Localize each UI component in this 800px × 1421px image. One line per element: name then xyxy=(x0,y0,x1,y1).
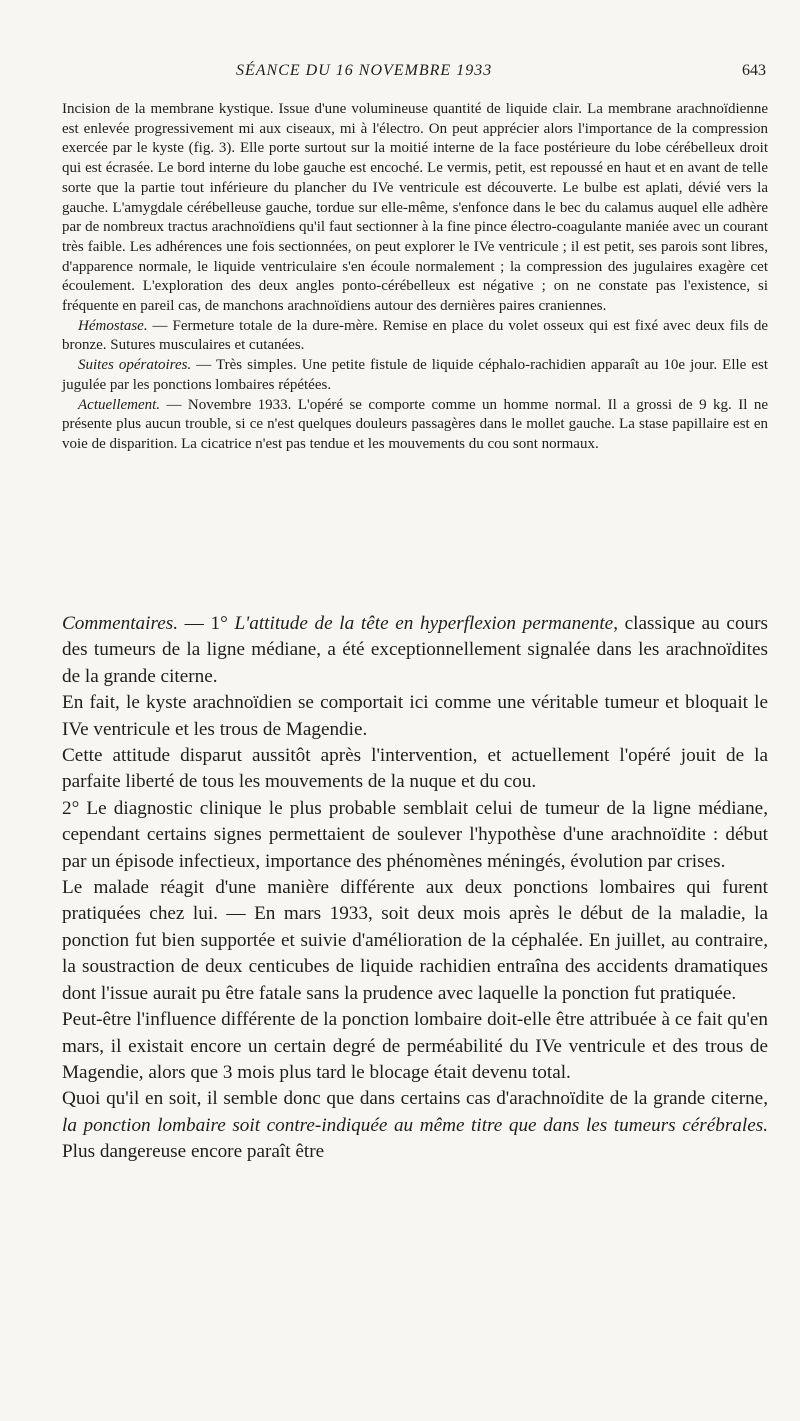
commentary-paragraph-5: Le malade réagit d'une manière différente aux deux ponctions lombaires qui furent pratiquées chez lui. — En mars 1933, soit deux mois après le début de la maladie, la ponction fut bien supportée et suivie d'amélioration de la céphalée. En juillet, au contraire, la soustraction de deux centicubes de liquide rachidien entraîna des accidents dramatiques dont l'issue aurait pu être fatale sans la prudence avec laquelle la ponction fut pratiquée. xyxy=(62,877,768,1004)
commentary-label: Commentaires. xyxy=(62,613,179,634)
hemostase-paragraph xyxy=(62,317,768,356)
point1-rest: , classique au cours des tumeurs de la ligne médiane, a été exceptionnellement signalée dans les arachnoïdites de la grande citerne. xyxy=(62,613,768,687)
commentary-paragraph-7 xyxy=(62,1086,768,1165)
commentary-paragraph-3: Cette attitude disparut aussitôt après l'intervention, et actuellement l'opéré jouit de la parfaite liberté de tous les mouvements de la nuque et du cou. xyxy=(62,745,768,793)
commentary xyxy=(62,611,768,1166)
suites-label: Suites opératoires. xyxy=(78,357,192,374)
actuellement-label: Actuellement. xyxy=(78,396,161,413)
commentary-paragraph-6: Peut-être l'influence différente de la ponction lombaire doit-elle être attribuée à ce fait qu'en mars, il existait encore un certain degré de perméabilité du IVe ventricule et des trous de Magendie, alors que 3 mois plus tard le blocage était devenu total. xyxy=(62,1009,768,1083)
point1-prefix: — 1° xyxy=(178,613,235,634)
point1-emphasis: L'attitude de la tête en hyperflexion permanente xyxy=(234,613,614,634)
para7-start: Quoi qu'il en soit, il semble donc que dans certains cas d'arachnoïdite de la grande citerne, xyxy=(62,1088,768,1110)
para7-emphasis: la ponction lombaire soit contre-indiquée au même titre que dans les tumeurs cérébrales. xyxy=(62,1114,768,1136)
actuellement-paragraph xyxy=(62,396,768,455)
para7-end: Plus dangereuse encore paraît être xyxy=(62,1141,325,1163)
page-header xyxy=(0,62,800,86)
commentary-paragraph-4: 2° Le diagnostic clinique le plus probable semblait celui de tumeur de la ligne médiane, cependant certains signes permettaient de soulever l'hypothèse d'une arachnoïdite : début par un épisode infectieux, importance des phénomènes méningés, évolution par crises. xyxy=(62,797,768,872)
commentary-point-1 xyxy=(62,611,768,690)
case-report xyxy=(62,100,768,455)
page-number: 643 xyxy=(742,62,766,79)
commentary-paragraph-2: En fait, le kyste arachnoïdien se comportait ici comme une véritable tumeur et bloquait le IVe ventricule et les trous de Magendie. xyxy=(62,692,768,740)
suites-paragraph xyxy=(62,356,768,395)
case-report-paragraph: Incision de la membrane kystique. Issue d'une volumineuse quantité de liquide clair. La membrane arachnoïdienne est enlevée progressivement mi aux ciseaux, mi à l'électro. On peut apprécier alors l'importance de la compression exercée par le kyste (fig. 3). Elle porte surtout sur la moitié interne de la face postérieure du lobe cérébelleux droit qui est écrasée. Le bord interne du lobe gauche est encoché. Le vermis, petit, est repoussé en haut et en avant de telle sorte que la partie tout inférieure du plancher du IVe ventricule est découverte. Le bulbe est aplati, dévié vers la gauche. L'amygdale cérébelleuse gauche, tordue sur elle-même, s'enfonce dans le bec du calamus auquel elle adhère par de nombreux tractus arachnoïdiens qu'il faut sectionner à la fine pince électro-coagulante maniée avec un courant très faible. Les adhérences une fois sectionnées, on peut explorer le IVe ventricule ; il est petit, ses parois sont libres, d'apparence normale, le liquide ventriculaire s'en écoule normalement ; la compression des jugulaires exagère cet écoulement. L'exploration des deux angles ponto-cérébelleux est négative ; on ne constate pas l'existence, si fréquente en pareil cas, de manchons arachnoïdiens autour des dernières paires craniennes. xyxy=(62,101,768,315)
running-title: SÉANCE DU 16 NOVEMBRE 1933 xyxy=(236,62,493,79)
actuellement-text: — Novembre 1933. L'opéré se comporte comme un homme normal. Il a grossi de 9 kg. Il ne présente plus aucun trouble, si ce n'est quelques douleurs passagères dans le mollet gauche. La stase papillaire est en voie de disparition. La cicatrice n'est pas tendue et les mouvements du cou sont normaux. xyxy=(62,396,768,452)
hemostase-text: — Fermeture totale de la dure-mère. Remise en place du volet osseux qui est fixé avec deux fils de bronze. Sutures musculaires et cutanées. xyxy=(62,317,768,354)
suites-text: — Très simples. Une petite fistule de liquide céphalo-rachidien apparaît au 10e jour. Elle est jugulée par les ponctions lombaires répétées. xyxy=(62,357,769,393)
hemostase-label: Hémostase. xyxy=(78,317,148,334)
